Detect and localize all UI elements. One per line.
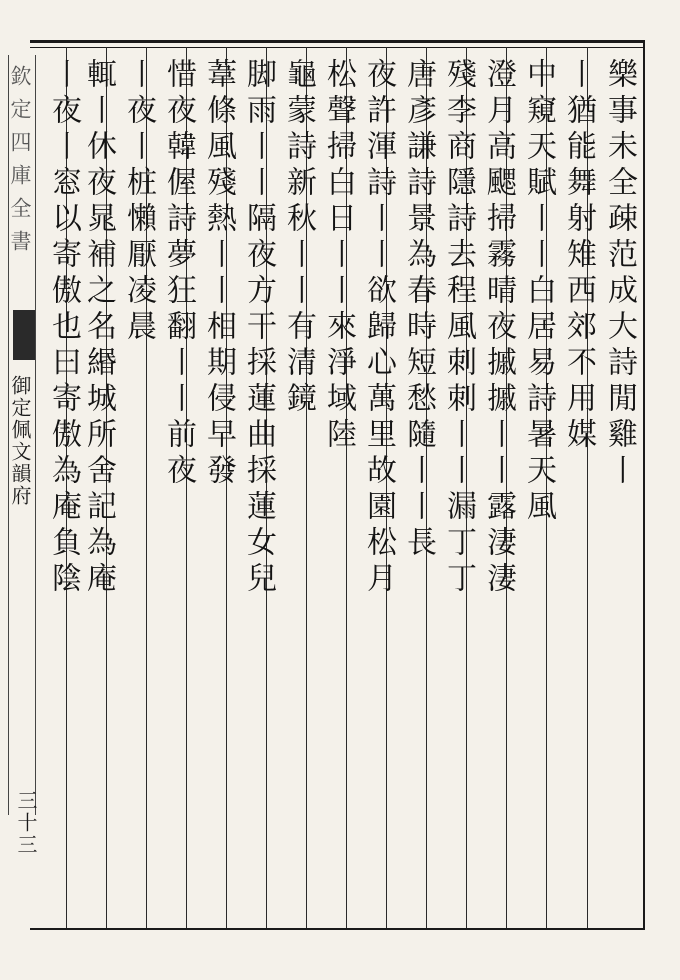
text-column: 中窺天賦丨丨白居易詩暑天風 bbox=[521, 58, 556, 526]
text-column: 輒丨休夜晁補之名緡城所舍記為庵 bbox=[81, 58, 116, 598]
text-column: 葦條風殘熱丨丨相期侵早發 bbox=[201, 58, 236, 490]
text-column: 樂事未全疎范成大詩閒雞丨 bbox=[602, 58, 637, 490]
block-margin bbox=[8, 55, 38, 856]
text-column: 澄月高颸掃霧晴夜摵摵丨丨露淒淒 bbox=[481, 58, 516, 598]
margin-book-title: 欽定四庫全書 bbox=[8, 65, 32, 263]
margin-source-title: 御定佩文韻府 bbox=[8, 375, 32, 507]
frame-top-inner-border bbox=[30, 47, 645, 48]
text-column: 丨夜丨桩懶厭凌晨 bbox=[121, 58, 156, 346]
frame-top-border bbox=[30, 40, 645, 43]
text-column: 夜許渾詩丨丨欲歸心萬里故園松月 bbox=[361, 58, 396, 598]
text-column: 殘李商隱詩去程風刺刺丨丨漏丁丁 bbox=[441, 58, 476, 598]
text-column: 丨猶能舞射雉西郊不用媒 bbox=[561, 58, 596, 454]
text-column: 脚雨丨丨隔夜方干採蓮曲採蓮女兒 bbox=[241, 58, 276, 598]
text-column: 丨夜丨窓以寄傲也曰寄傲為庵負陰 bbox=[46, 58, 81, 598]
margin-page-number: 三十三 bbox=[14, 790, 38, 856]
text-column: 龜蒙詩新秋丨丨有清鏡 bbox=[281, 58, 316, 418]
text-column: 松聲掃白日丨丨來淨域陸 bbox=[321, 58, 356, 454]
margin-fishtail-mark bbox=[13, 310, 35, 360]
text-column: 唐彥謙詩景為春時短愁隨丨丨長 bbox=[401, 58, 436, 562]
frame-bottom-border bbox=[30, 928, 645, 930]
text-column: 惜夜韓偓詩夢狂翻丨丨前夜 bbox=[161, 58, 196, 490]
